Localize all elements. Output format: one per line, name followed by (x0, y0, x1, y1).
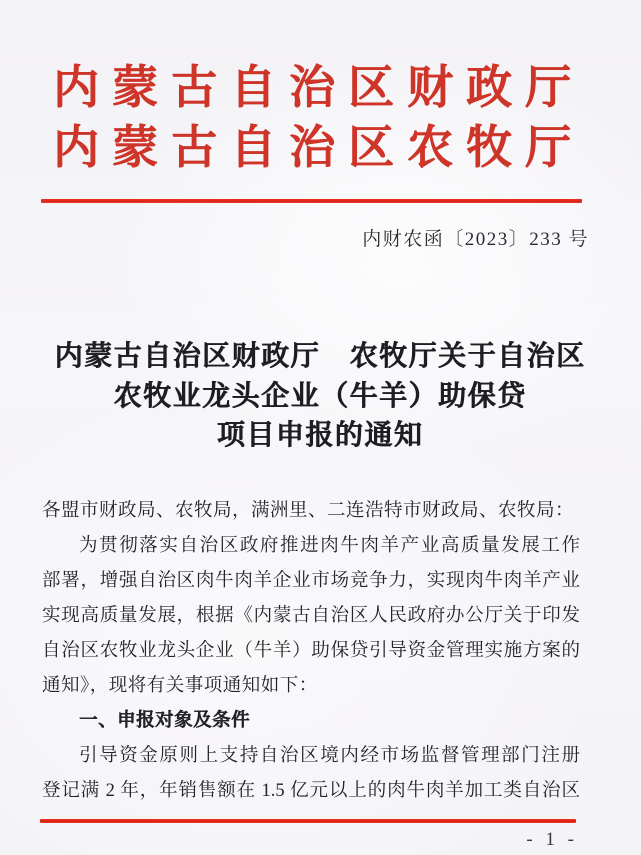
body-text-line: 部署，增强自治区肉牛肉羊企业市场竞争力，实现肉牛肉羊产业 (42, 571, 580, 591)
salutation-line: 各盟市财政局、农牧局，满洲里、二连浩特市财政局、农牧局： (42, 501, 575, 521)
letterhead (42, 58, 582, 178)
body-text-line: 实现高质量发展，根据《内蒙古自治区人民政府办公厅关于印发 (42, 606, 580, 626)
document-reference-number: 内财农函〔2023〕233 号 (362, 229, 589, 250)
document-body (42, 494, 580, 809)
agency-name-finance: 内蒙古自治区财政厅 (53, 62, 584, 113)
document-title-line-3: 项目申报的通知 (216, 420, 424, 451)
header-divider-line (41, 199, 582, 203)
body-text-line: 登记满 2 年，年销售额在 1.5 亿元以上的肉牛肉羊加工类自治区 (42, 781, 580, 801)
document-title-line-2: 农牧业龙头企业（牛羊）助保贷 (113, 380, 527, 412)
page-number: - 1 - (526, 829, 578, 850)
body-text-line: 通知》，现将有关事项通知如下： (42, 676, 318, 696)
body-text-line: 为贯彻落实自治区政府推进肉牛肉羊产业高质量发展工作 (79, 536, 580, 556)
section-heading: 一、申报对象及条件 (79, 711, 251, 731)
footer-divider-line (40, 819, 576, 823)
document-title (30, 337, 610, 456)
document-title-line-1: 内蒙古自治区财政厅 农牧厅关于自治区 (54, 341, 586, 372)
body-text-line: 引导资金原则上支持自治区境内经市场监督管理部门注册 (79, 746, 580, 766)
body-text-line: 自治区农牧业龙头企业（牛羊）助保贷引导资金管理实施方案的 (42, 641, 580, 661)
agency-name-agriculture: 内蒙古自治区农牧厅 (53, 122, 584, 173)
